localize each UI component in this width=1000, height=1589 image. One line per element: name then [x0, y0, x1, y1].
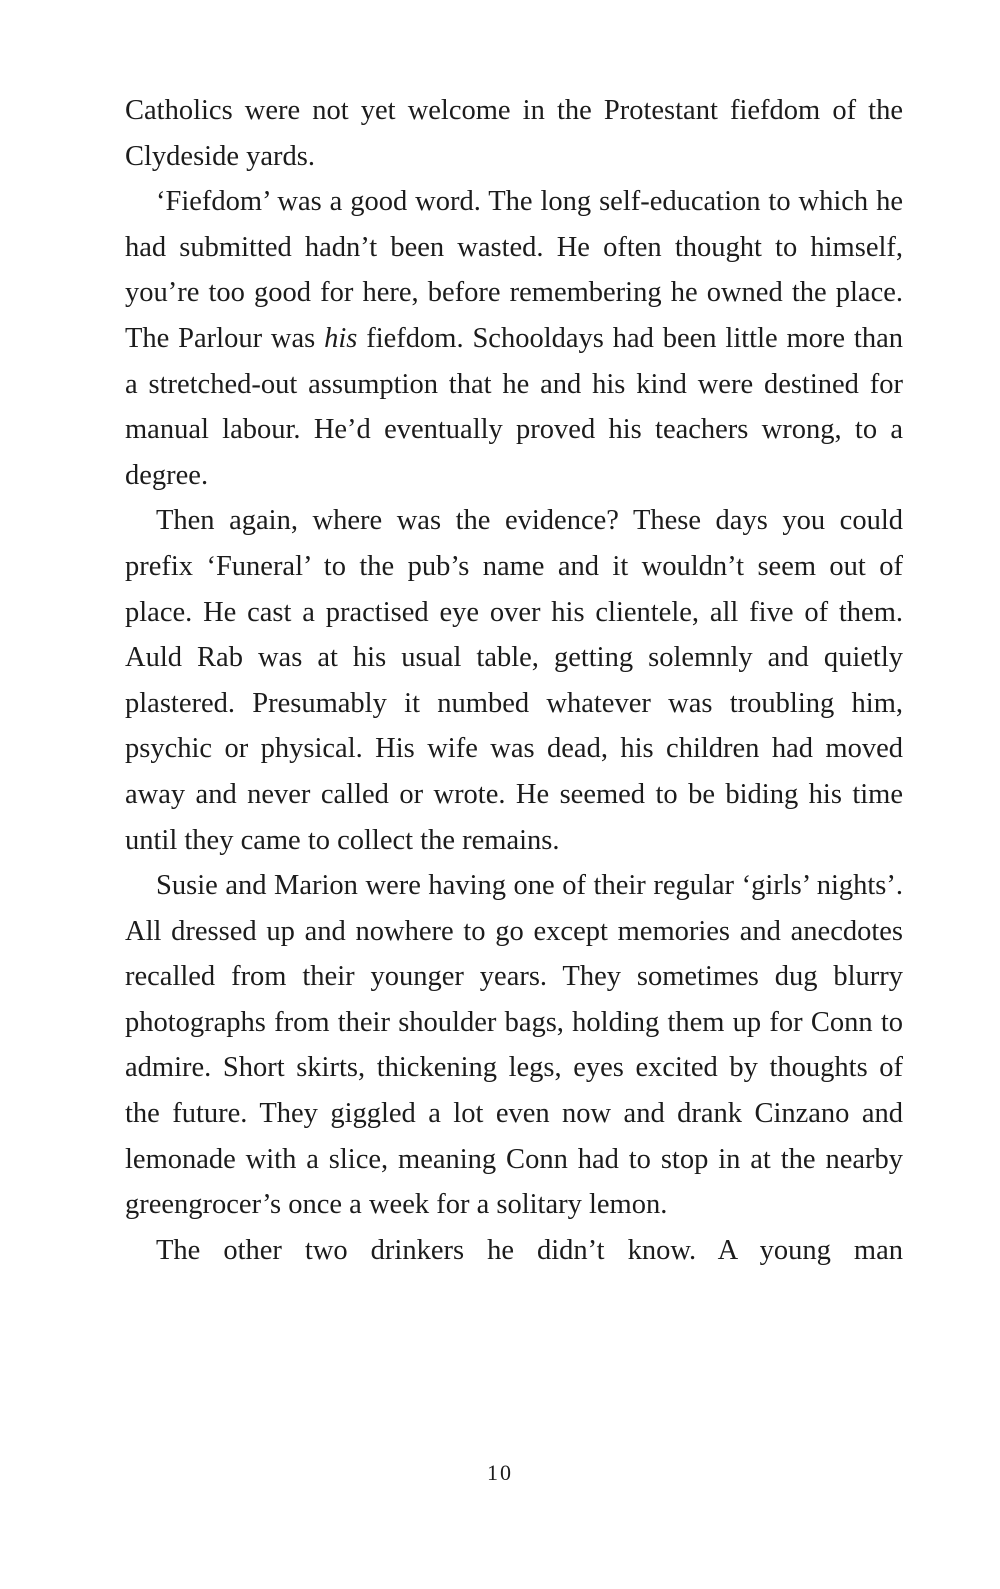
paragraph	[125, 863, 903, 1228]
paragraph	[125, 179, 903, 498]
text-segment: fiefdom. Schooldays had been little more than a stretched-out assumption that he and his kind were destined for manual labour. He’d eventually proved his teachers wrong, to a degree.	[125, 322, 903, 491]
paragraph	[125, 88, 903, 179]
text-segment: Susie and Marion were having one of their regular ‘girls’ nights’. All dressed up and nowhere to go except memories and anecdotes recalled from their younger years. They sometimes dug blurry photographs from their shoulder bags, holding them up for Conn to admire. Short skirts, thickening legs, eyes excited by thoughts of the future. They giggled a lot even now and drank Cinzano and lemonade with a slice, meaning Conn had to stop in at the nearby greengrocer’s once a week for a solitary lemon.	[125, 870, 903, 1221]
page-number: 10	[487, 1460, 513, 1485]
body-text	[125, 88, 903, 1273]
paragraph	[125, 498, 903, 863]
text-segment: The other two drinkers he didn’t know. A young man	[156, 1234, 903, 1266]
text-segment: ‘Fiefdom’ was a good word. The long self-education to which he had submitted hadn’t been wasted. He often thought to himself, you’re too good for here, before remembering he owned the place. The Parlour was	[125, 186, 903, 354]
text-segment: Then again, where was the evidence? These days you could prefix ‘Funeral’ to the pub’s name and it wouldn’t seem out of place. He cast a practised eye over his clientele, all five of them. Auld Rab was at his usual table, getting solemnly and quietly plastered. Presumably it numbed whatever was troubling him, psychic or physical. His wife was dead, his children had moved away and never called or wrote. He seemed to be biding his time until they came to collect the remains.	[125, 505, 903, 856]
text-segment: Catholics were not yet welcome in the Protestant fiefdom of the Clydeside yards.	[125, 95, 903, 172]
italic-text: his	[324, 322, 358, 354]
paragraph	[125, 1228, 903, 1274]
